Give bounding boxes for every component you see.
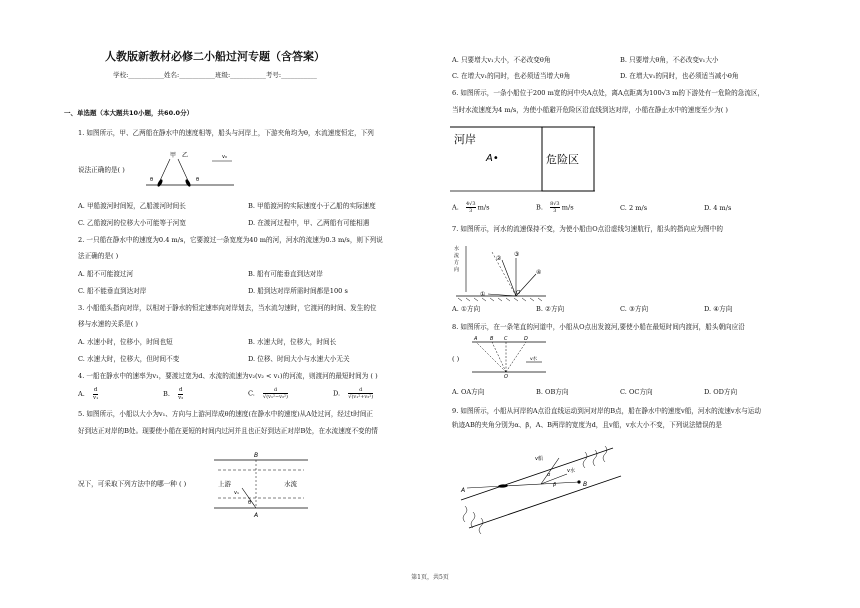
q9-label-alpha: α [547, 472, 551, 478]
q7-flow-char-3: 方 [454, 260, 460, 266]
q5-option-a[interactable]: A. 只要增大v₁大小，不必改变θ角 [452, 56, 551, 64]
q4-a-denominator: v₁ [92, 394, 99, 401]
q9-figure [455, 442, 625, 552]
q9-label-b: B [583, 481, 588, 488]
q1-boat-yi [184, 179, 191, 188]
q3-option-d[interactable]: D. 位移、时间大小与水速大小无关 [248, 355, 350, 363]
q7-option-a[interactable]: A. ①方向 [452, 305, 481, 313]
q8-stem-line2: ( ) [452, 355, 460, 363]
q5-option-c[interactable]: C. 在增大v₁的同时，也必须适当增大θ角 [452, 72, 571, 80]
q5-label-b: B [254, 452, 259, 459]
q7-figure [452, 240, 552, 302]
q5-label-upstream: 上游 [218, 480, 231, 488]
q5-label-flow: 水流 [284, 480, 297, 488]
q8-option-a[interactable]: A. OA方向 [452, 388, 485, 396]
q1-option-d[interactable]: D. 在渡河过程中，甲、乙两船有可能相遇 [248, 219, 370, 227]
q7-flow-char-1: 水 [454, 246, 460, 252]
q4-stem: 4. 一船在静水中的速率为v₁，要渡过宽为d、水流的流速为v₂(v₂ < v₁)的河流，则渡河的最短时间为 ( ) [78, 372, 378, 380]
q1-label-theta-1: θ [150, 177, 154, 183]
q6-label-bank: 河岸 [454, 133, 476, 146]
q9-stem-line2: 轨迹AB的夹角分别为α、β，A、B两岸的宽度为d，且v船，v水大小不变，下列说法错误的是 [452, 421, 722, 429]
q8-figure [470, 334, 548, 378]
q8-line-ob [492, 342, 506, 372]
q9-label-vs: v水 [567, 468, 575, 474]
q4-b-denominator: v₂ [178, 394, 184, 401]
section-heading: 一、单选题（本大题共10小题，共60.0分） [64, 109, 194, 117]
q4-d-denominator: √(v₁²+v₂²) [348, 394, 374, 400]
q6-b-denominator: 3 [553, 208, 557, 214]
q6-b-unit: m/s [561, 203, 574, 212]
q1-figure [146, 147, 236, 195]
q8-line-od [506, 342, 526, 372]
page-footer: 第1页，共5页 [411, 574, 449, 581]
q5-stem-line1: 5. 如图所示，小船以大小为v₁、方向与上游河岸成θ的速度(在静水中的速度)从A处过河，经过t时间正 [78, 410, 374, 418]
q1-label-jia: 甲 [170, 152, 177, 159]
q8-label-o: O [504, 374, 508, 378]
q9-waves-left [463, 506, 483, 534]
q1-label-v0: v₀ [222, 154, 227, 160]
q8-label-v: v水 [530, 357, 538, 362]
q6-stem-line1: 6. 如图所示，一条小船位于200 m宽的河中央A点处，离A点距离为100√3 m的下游处有一危险的急流区， [452, 89, 765, 97]
q5-label-theta: θ [248, 500, 252, 506]
q6-figure [450, 125, 600, 195]
q8-label-d: D [524, 336, 528, 342]
q8-label-a: A [474, 336, 478, 342]
q2-stem-line2: 法正确的是( ) [78, 252, 119, 260]
q3-stem-line1: 3. 小船船头指向对岸，以相对于静水的恒定速率向对岸划去，当水流匀速时，它渡河的时间、发生的位 [78, 304, 377, 312]
q4-option-c-label: C. [248, 389, 255, 398]
q7-option-c[interactable]: C. ③方向 [620, 305, 649, 313]
q8-option-b[interactable]: B. OB方向 [536, 388, 569, 396]
q4-option-c[interactable] [248, 387, 288, 400]
q7-label-1: ① [480, 291, 486, 298]
q5-label-a: A [254, 512, 259, 519]
q3-option-c[interactable]: C. 水速大时，位移大，但时间不变 [78, 355, 180, 363]
q4-b-numerator: d [178, 387, 183, 393]
q4-c-denominator: √(v₁²−v₂²) [263, 394, 288, 400]
q8-stem-line1: 8. 如图所示，在一条笔直的河道中，小船从O点出发渡河,要使小船在最短时间内渡河，船头朝向应沿 [452, 323, 745, 331]
q6-stem-line2: 当时水流速度为4 m/s，为使小船避开危险区沿直线到达对岸，小船在静止水中的速度至少为( ) [452, 106, 728, 114]
q4-a-numerator: d [93, 387, 98, 393]
q8-label-c: C [504, 336, 508, 342]
q2-option-b[interactable]: B. 船有可能垂直到达对岸 [248, 270, 323, 278]
q8-option-c[interactable]: C. OC方向 [620, 388, 653, 396]
q9-label-vc: v船 [535, 456, 543, 462]
q6-label-point-a: A• [486, 153, 499, 164]
q6-option-b[interactable] [536, 201, 574, 214]
q2-stem-line1: 2. 一只船在静水中的速度为0.4 m/s，它要渡过一条宽度为40 m的河，河水的流速为0.3 m/s，则下列说 [78, 236, 383, 244]
q7-label-3: ③ [514, 251, 520, 258]
student-info-line: 学校:___________姓名:___________班级:___________考号:___________ [113, 71, 317, 79]
paper-title: 人教版新教材必修二小船过河专题（含答案） [105, 50, 325, 63]
q8-line-oa [476, 342, 506, 372]
q3-option-b[interactable]: B. 水速大时，位移大，时间长 [248, 338, 337, 346]
q4-d-numerator: d [348, 387, 373, 394]
q6-option-d[interactable]: D. 4 m/s [704, 204, 732, 212]
q1-option-a[interactable]: A. 甲船渡河时间短，乙船渡河时间长 [78, 202, 186, 210]
q5-stem-line2: 好到达正对岸的B处。现要使小船在更短的时间内过河并且也正好到达正对岸B处，在水流速度不变的情 [78, 427, 378, 435]
q9-label-beta: β [553, 482, 557, 488]
q6-label-danger: 危险区 [546, 153, 579, 166]
q3-option-a[interactable]: A. 水速小时，位移小，时间也短 [78, 338, 173, 346]
q6-b-numerator: 8√3 [550, 201, 560, 207]
q9-label-a: A [461, 487, 466, 494]
q6-a-unit: m/s [477, 203, 490, 212]
q1-stem-line2: 说法正确的是( ) [78, 166, 125, 174]
q1-option-b[interactable]: B. 甲船渡河的实际速度小于乙船的实际速度 [248, 202, 376, 210]
q6-a-denominator: 3 [469, 208, 473, 214]
q1-label-theta-2: θ [196, 177, 200, 183]
q5-label-v1: v₁ [234, 490, 239, 496]
q7-stem: 7. 如图所示，河水的流速保持不变，为使小船由O点沿虚线匀速航行，船头的指向应为图中的 [452, 225, 723, 233]
q1-stem-line1: 1. 如图所示，甲、乙两船在静水中的速度相等，船头与河岸上，下游夹角均为θ，水流速度恒定，下列 [78, 129, 374, 137]
q7-arrow-2 [502, 260, 516, 296]
q4-option-d-label: D. [333, 389, 341, 398]
q7-label-4: ④ [536, 269, 542, 276]
q6-option-a-label: A. [452, 203, 459, 212]
q7-option-b[interactable]: B. ②方向 [536, 305, 565, 313]
q4-option-a-label: A. [78, 390, 85, 399]
q9-path-ab [467, 482, 579, 488]
q7-option-d[interactable]: D. ④方向 [704, 305, 733, 313]
q5-option-b[interactable]: B. 只要增大θ角，不必改变v₁大小 [620, 56, 719, 64]
q6-a-numerator: 4√3 [465, 201, 476, 207]
q5-figure [212, 448, 310, 520]
q8-option-d[interactable]: D. OD方向 [704, 388, 738, 396]
q2-option-d[interactable]: D. 船到达对岸所需时间都是100 s [248, 287, 348, 295]
q8-label-b: B [490, 336, 494, 342]
q7-flow-char-4: 向 [454, 267, 460, 273]
q5-option-d[interactable]: D. 在增大v₁的同时，也必须适当减小θ角 [620, 72, 739, 80]
q9-point-b [577, 480, 580, 483]
q9-vc-arrow [541, 458, 559, 484]
q1-boat-jia [156, 179, 163, 188]
q6-option-b-label: B. [536, 203, 543, 212]
q7-label-o: O [516, 290, 521, 296]
q4-option-b[interactable] [163, 387, 183, 401]
q2-option-c[interactable]: C. 船不能垂直到达对岸 [78, 287, 147, 295]
q4-option-a[interactable] [78, 387, 98, 401]
q1-label-yi: 乙 [182, 152, 189, 159]
q3-stem-line2: 移与水速的关系是( ) [78, 320, 138, 328]
q6-option-a[interactable] [452, 201, 490, 214]
q2-option-a[interactable]: A. 船不可能渡过河 [78, 270, 134, 278]
q5-stem-line3: 况下，可采取下列方法中的哪一种 ( ) [78, 480, 187, 488]
q4-option-d[interactable] [333, 387, 373, 400]
q1-option-c[interactable]: C. 乙船渡河的位移大小可能等于河宽 [78, 219, 186, 227]
q7-label-2: ② [496, 255, 502, 262]
q4-c-numerator: d [263, 387, 288, 394]
q4-option-b-label: B. [163, 390, 170, 399]
q7-flow-char-2: 流 [454, 253, 460, 259]
q9-stem-line1: 9. 如图所示，小船从河岸的A点沿直线运动到河对岸的B点，船在静水中的速度v船，河水的流速v水与运动 [452, 407, 761, 415]
q6-option-c[interactable]: C. 2 m/s [620, 204, 648, 212]
